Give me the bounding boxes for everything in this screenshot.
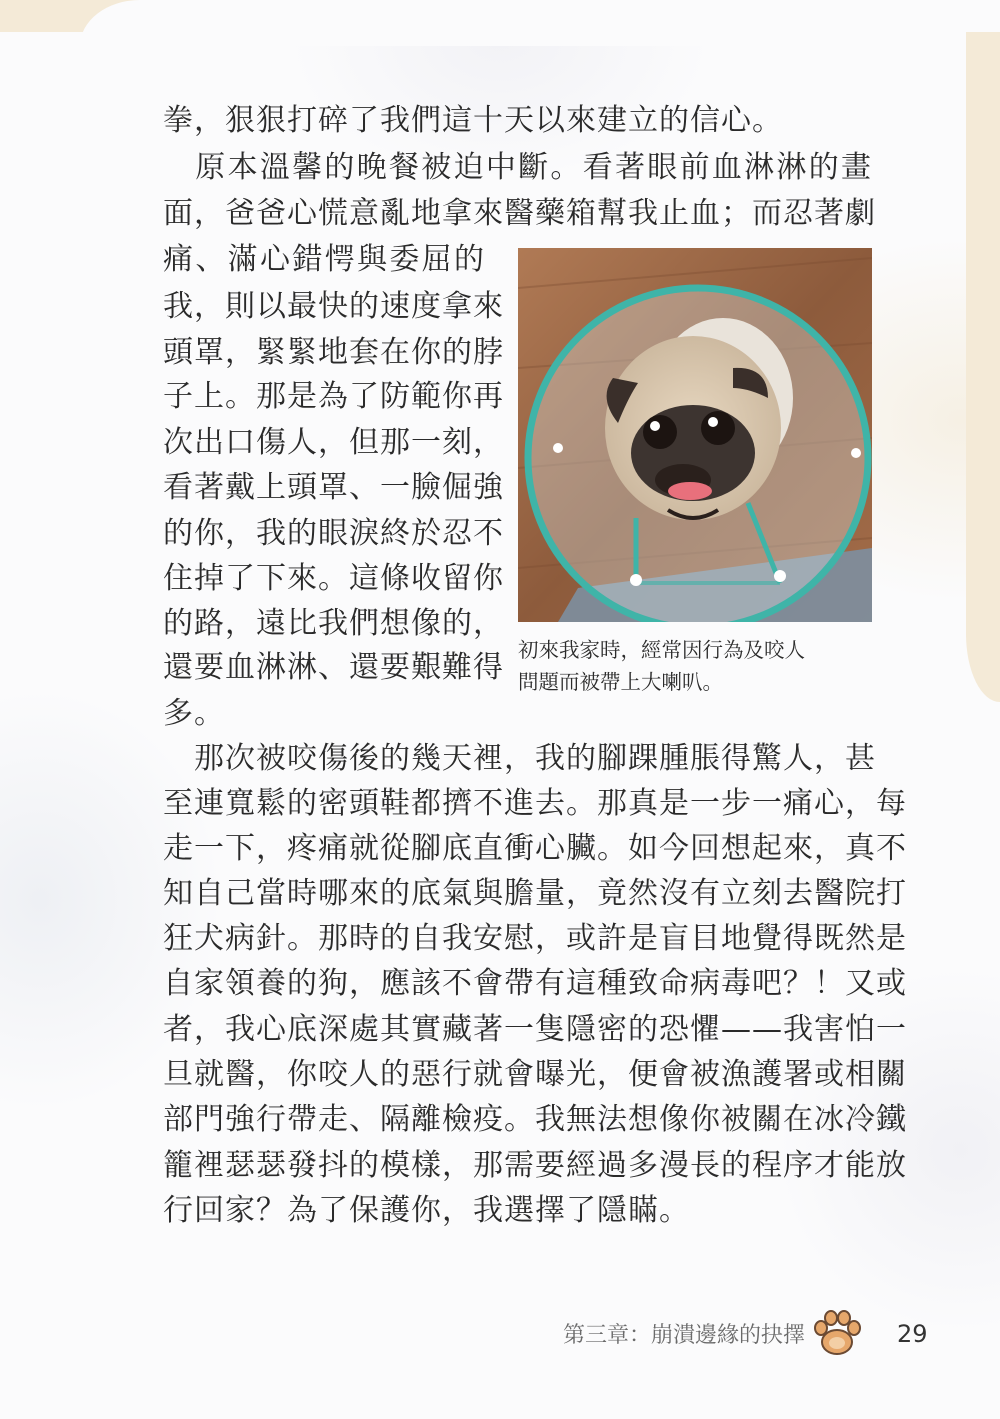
body-line: 部門強行帶走、隔離檢疫。我無法想像你被關在冰冷鐵 (163, 1102, 907, 1137)
page-number: 29 (897, 1320, 928, 1348)
body-line: 行回家？為了保護你，我選擇了隱瞞。 (163, 1193, 690, 1228)
body-line: 的你，我的眼淚終於忍不 (163, 516, 504, 551)
body-line: 者，我心底深處其實藏著一隻隱密的恐懼——我害怕一 (163, 1012, 907, 1047)
body-line: 狂犬病針。那時的自我安慰，或許是盲目地覺得既然是 (163, 921, 907, 956)
body-line: 次出口傷人，但那一刻， (163, 425, 504, 460)
body-line: 痛、滿心錯愕與委屈的 (163, 242, 485, 277)
body-line: 頭罩，緊緊地套在你的脖 (163, 335, 504, 370)
chapter-title: 第三章：崩潰邊緣的抉擇 (563, 1323, 806, 1348)
body-line: 的路，遠比我們想像的， (163, 606, 504, 641)
body-line: 那次被咬傷後的幾天裡，我的腳踝腫脹得驚人，甚 (163, 741, 876, 776)
photo-caption-line: 初來我家時，經常因行為及咬人 (518, 638, 805, 662)
top-band-curve (80, 0, 1000, 46)
paw-icon (810, 1306, 864, 1360)
body-line: 自家領養的狗，應該不會帶有這種致命病毒吧？！又或 (163, 966, 907, 1001)
body-line: 看著戴上頭罩、一臉倔強 (163, 470, 504, 505)
body-line: 面，爸爸心慌意亂地拿來醫藥箱幫我止血；而忍著劇 (163, 196, 876, 231)
pug-in-cone-photo (518, 248, 872, 622)
body-line: 至連寬鬆的密頭鞋都擠不進去。那真是一步一痛心，每 (163, 786, 907, 821)
body-line: 知自己當時哪來的底氣與膽量，竟然沒有立刻去醫院打 (163, 876, 907, 911)
body-line: 拳，狠狠打碎了我們這十天以來建立的信心。 (163, 103, 783, 138)
body-line: 籠裡瑟瑟發抖的模樣，那需要經過多漫長的程序才能放 (163, 1148, 907, 1183)
body-line: 子上。那是為了防範你再 (163, 379, 504, 414)
photo-caption-line: 問題而被帶上大喇叭。 (518, 670, 723, 694)
body-line: 走一下，疼痛就從腳底直衝心臟。如今回想起來，真不 (163, 831, 907, 866)
body-line: 我，則以最快的速度拿來 (163, 289, 504, 324)
right-decorative-band (966, 32, 1000, 702)
body-line: 多。 (163, 696, 225, 731)
body-line: 原本溫馨的晚餐被迫中斷。看著眼前血淋淋的畫 (163, 150, 872, 185)
body-line: 還要血淋淋、還要艱難得 (163, 650, 504, 685)
body-line: 住掉了下來。這條收留你 (163, 561, 504, 596)
body-line: 旦就醫，你咬人的惡行就會曝光，便會被漁護署或相關 (163, 1057, 907, 1092)
